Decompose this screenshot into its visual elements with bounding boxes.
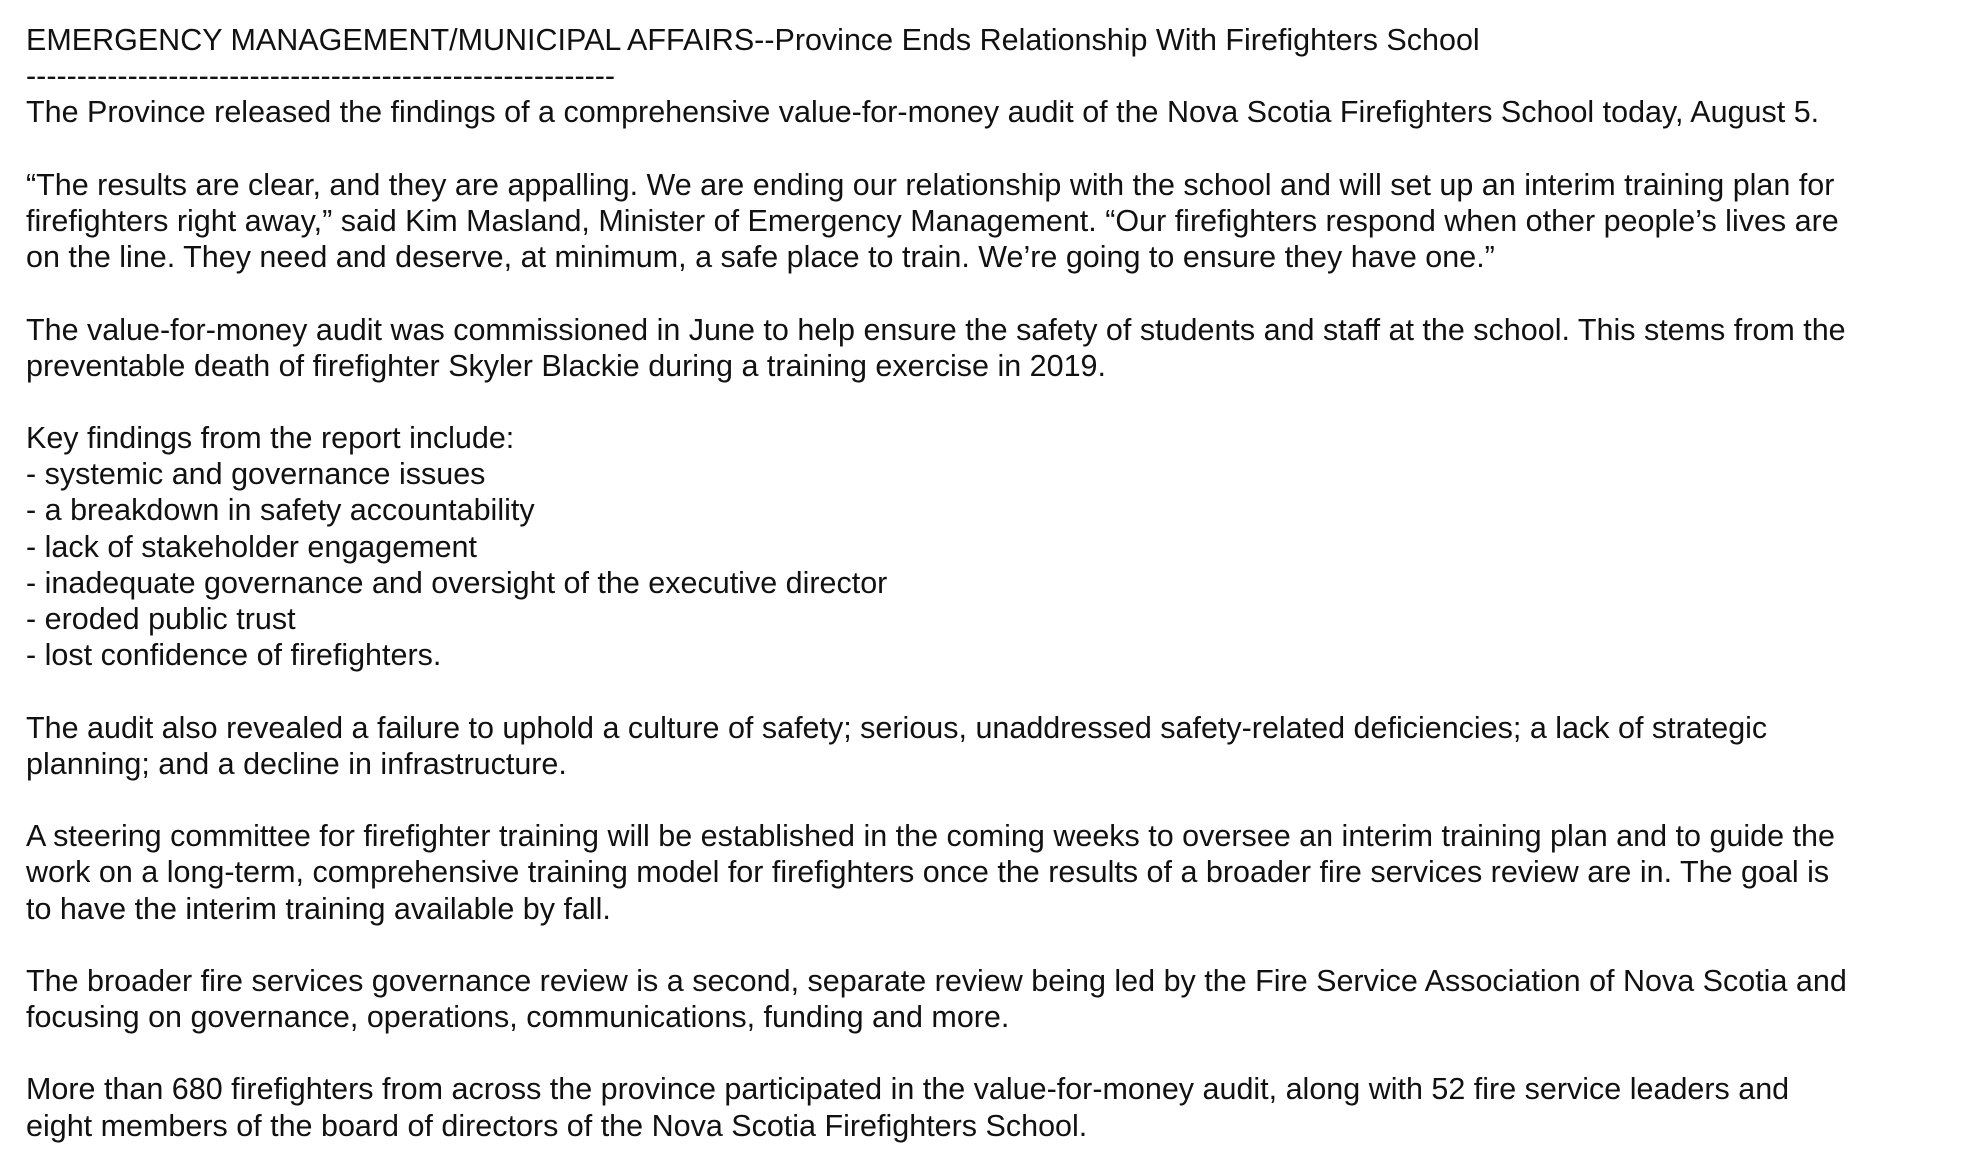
paragraph-line: eight members of the board of directors of the Nova Scotia Firefighters School. [26, 1108, 1088, 1143]
paragraph-line: A steering committee for firefighter training will be established in the coming weeks to oversee an interim training plan and to guide the [26, 819, 1835, 854]
release-title: EMERGENCY MANAGEMENT/MUNICIPAL AFFAIRS--Province Ends Relationship With Firefighters School [26, 23, 1480, 57]
quote-line: on the line. They need and deserve, at minimum, a safe place to train. We’re going to ensure they have one.” [26, 240, 1495, 275]
paragraph-spacer [26, 927, 1966, 963]
paragraph-spacer [26, 673, 1966, 709]
finding-item: - lack of stakeholder engagement [26, 529, 477, 564]
paragraph-spacer [26, 131, 1966, 167]
paragraph-line: preventable death of firefighter Skyler Blackie during a training exercise in 2019. [26, 348, 1106, 383]
quote-line: “The results are clear, and they are appalling. We are ending our relationship with the school and will set up an interim training plan for [26, 167, 1835, 202]
findings-heading: Key findings from the report include: [26, 421, 515, 456]
press-release [26, 22, 1966, 1144]
paragraph-line: The Province released the findings of a comprehensive value-for-money audit of the Nova Scotia Firefighters School today, August 5. [26, 95, 1820, 130]
paragraph-line: More than 680 firefighters from across the province participated in the value-for-money audit, along with 52 fire service leaders and [26, 1072, 1790, 1107]
paragraph-line: The broader fire services governance review is a second, separate review being led by the Fire Service Association of Nova Scotia and [26, 963, 1847, 998]
title-rule: ---------------------------------------------------------- [26, 59, 616, 94]
paragraph-line: The value-for-money audit was commissioned in June to help ensure the safety of students and staff at the school. This stems from the [26, 312, 1846, 347]
paragraph-line: to have the interim training available by fall. [26, 891, 611, 926]
paragraph-spacer [26, 782, 1966, 818]
paragraph-line: focusing on governance, operations, communications, funding and more. [26, 1000, 1010, 1035]
paragraph-line: planning; and a decline in infrastructure. [26, 746, 567, 781]
quote-line: firefighters right away,” said Kim Masland, Minister of Emergency Management. “Our firefighters respond when other people’s lives are [26, 203, 1839, 238]
paragraph-spacer [26, 275, 1966, 311]
paragraph-line: work on a long-term, comprehensive training model for firefighters once the results of a broader fire services review are in. The goal is [26, 855, 1830, 890]
finding-item: - lost confidence of firefighters. [26, 638, 442, 673]
finding-item: - inadequate governance and oversight of the executive director [26, 565, 888, 600]
paragraph-spacer [26, 1035, 1966, 1071]
finding-item: - eroded public trust [26, 602, 296, 636]
paragraph-line: The audit also revealed a failure to uphold a culture of safety; serious, unaddressed safety-related deficiencies; a lack of strategic [26, 710, 1768, 745]
paragraph-spacer [26, 384, 1966, 420]
finding-item: - systemic and governance issues [26, 457, 486, 492]
finding-item: - a breakdown in safety accountability [26, 493, 535, 528]
